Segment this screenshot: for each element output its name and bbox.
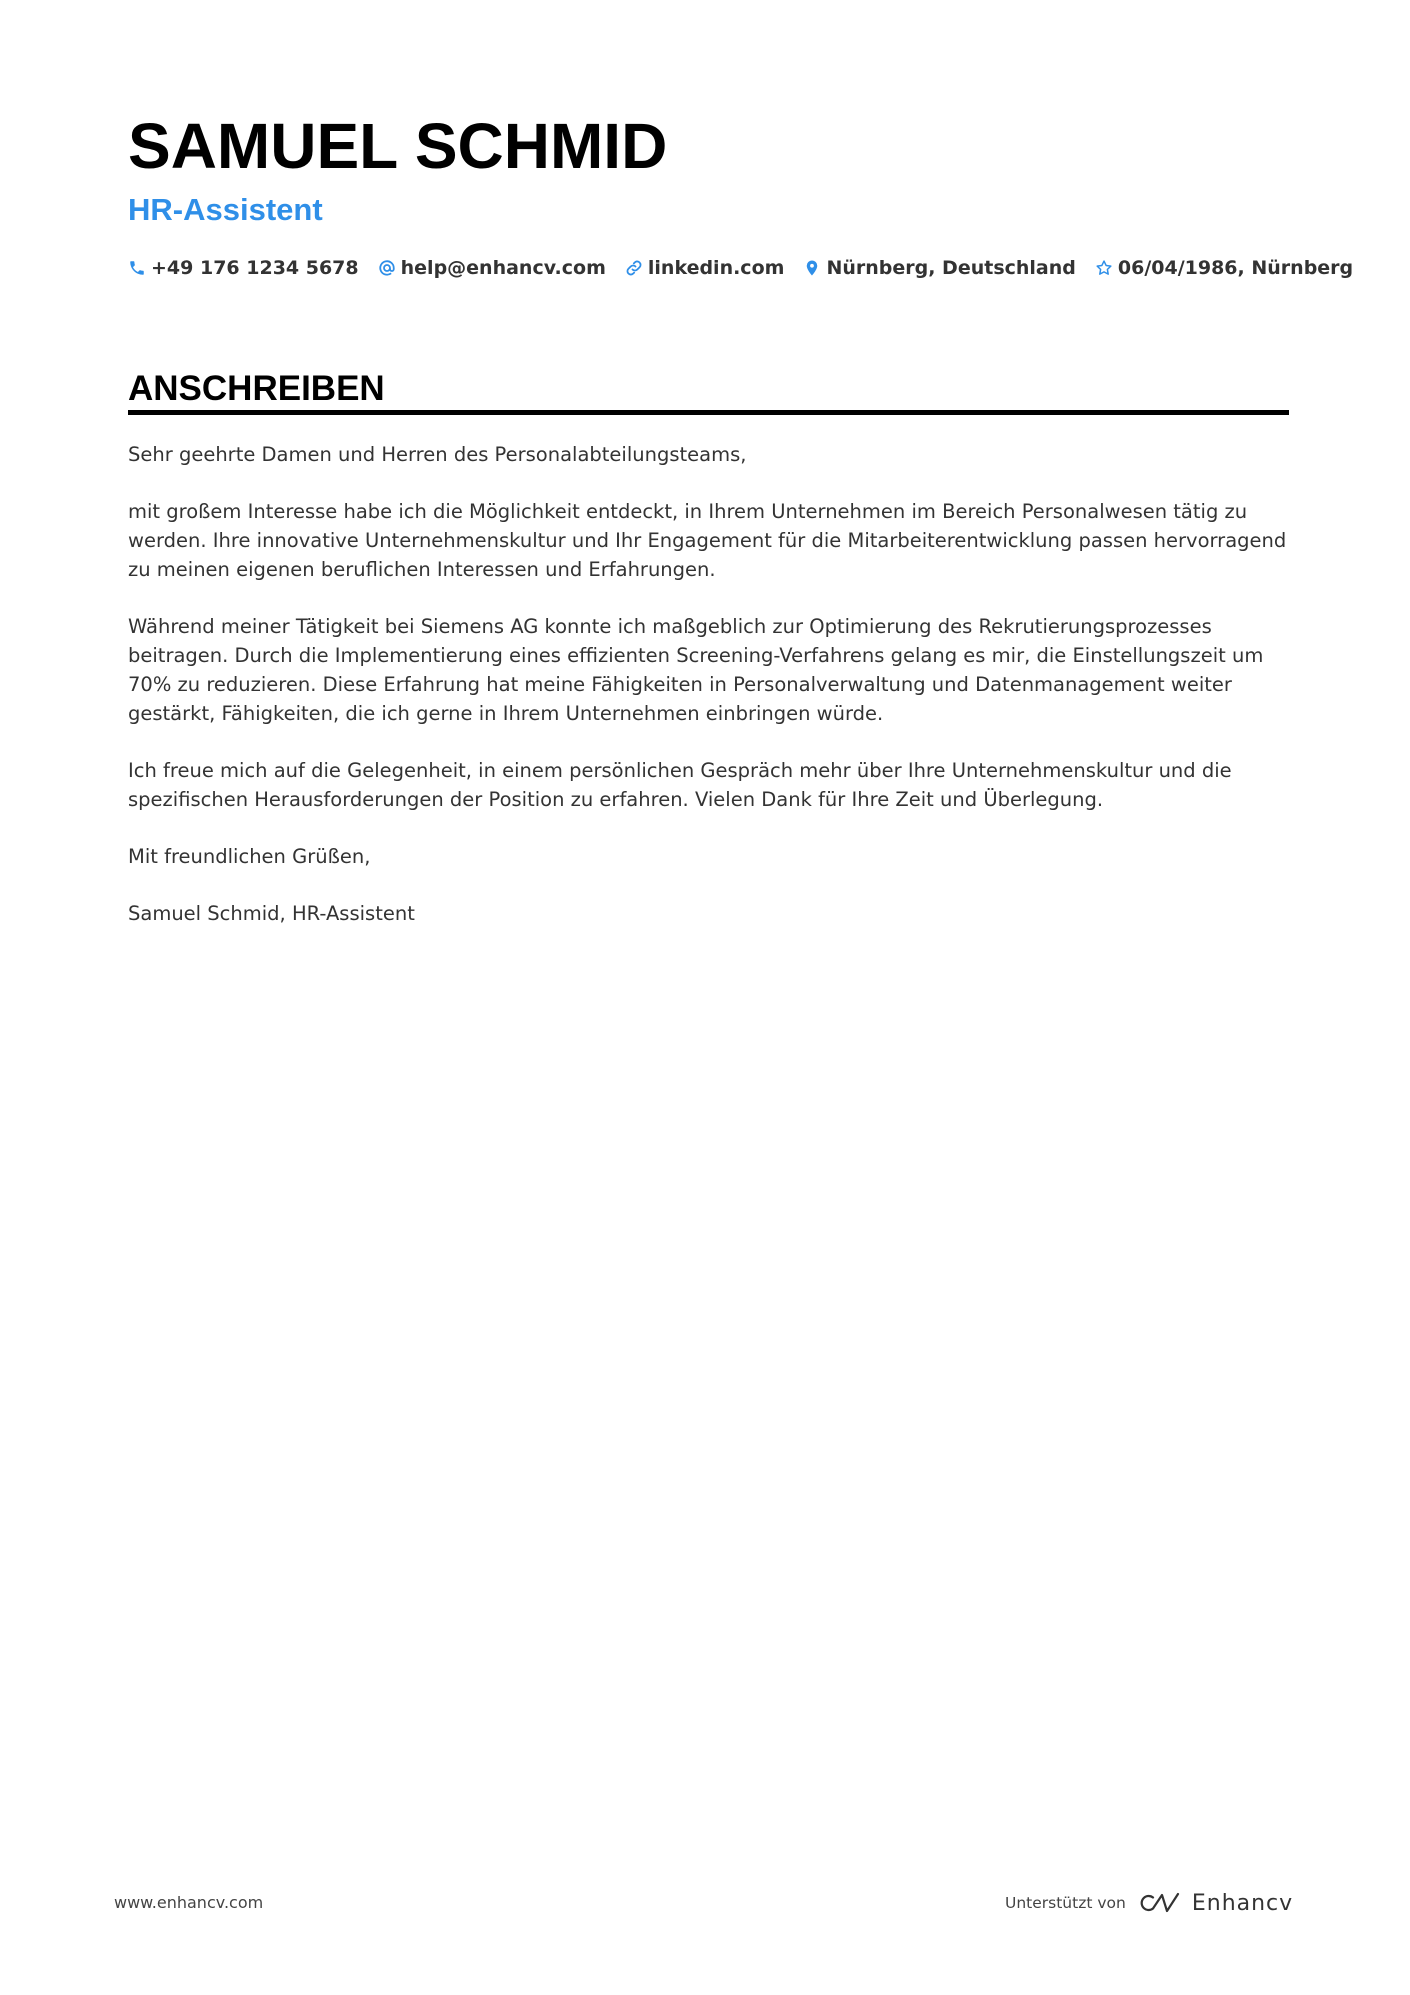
contact-phone [128,257,359,279]
letter-paragraph: mit großem Interesse habe ich die Möglichkeit entdeckt, in Ihrem Unternehmen im Bereich Personalwesen tätig zu werden. Ihre innovative Unternehmenskultur und Ihr Engagement für die Mitarbeiterentwicklung passen hervorragend zu meinen eigenen beruflichen Interessen und Erfahrungen. [128,500,1287,581]
enhancv-logo-icon [1136,1890,1182,1916]
enhancv-brand: Enhancv [1191,1890,1294,1916]
contact-location-text: Nürnberg, Deutschland [826,257,1076,279]
section-divider [128,410,1289,415]
candidate-name: SAMUEL SCHMID [128,110,668,182]
contact-birthdate-text: 06/04/1986, Nürnberg [1117,257,1354,279]
star-icon [1095,259,1113,277]
letter-body [128,440,1289,956]
powered-by [1005,1890,1293,1916]
letter-closing: Mit freundlichen Grüßen, [128,845,371,868]
contact-location [803,257,1075,279]
contact-email [378,257,606,279]
location-pin-icon [803,259,821,277]
phone-icon [128,259,146,277]
contact-email-text: help@enhancv.com [400,257,606,279]
letter-paragraph: Während meiner Tätigkeit bei Siemens AG konnte ich maßgeblich zur Optimierung des Rekrutierungsprozesses beitragen. Durch die Implementierung eines effizienten Screening-Verfahrens gelang es mir, die Einstellungszeit um 70% zu reduzieren. Diese Erfahrung hat meine Fähigkeiten in Personalverwaltung und Datenmanagement weiter gestärkt, Fähigkeiten, die ich gerne in Ihrem Unternehmen einbringen würde. [128,615,1264,725]
section-title: ANSCHREIBEN [128,369,385,408]
contact-phone-text: +49 176 1234 5678 [151,257,359,279]
contact-linkedin-text: linkedin.com [647,257,785,279]
at-sign-icon [378,259,396,277]
letter-paragraph: Ich freue mich auf die Gelegenheit, in einem persönlichen Gespräch mehr über Ihre Unternehmenskultur und die spezifischen Herausforderungen der Position zu erfahren. Vielen Dank für Ihre Zeit und Überlegung. [128,759,1232,811]
contact-bar [128,254,1372,282]
contact-linkedin [625,257,785,279]
letter-signature: Samuel Schmid, HR-Assistent [128,902,415,925]
letter-greeting: Sehr geehrte Damen und Herren des Personalabteilungsteams, [128,443,747,466]
job-title: HR-Assistent [128,192,323,227]
link-icon [625,259,643,277]
powered-by-label: Unterstützt von [1005,1894,1126,1912]
footer-website[interactable]: www.enhancv.com [114,1893,264,1912]
contact-birthdate [1095,257,1353,279]
